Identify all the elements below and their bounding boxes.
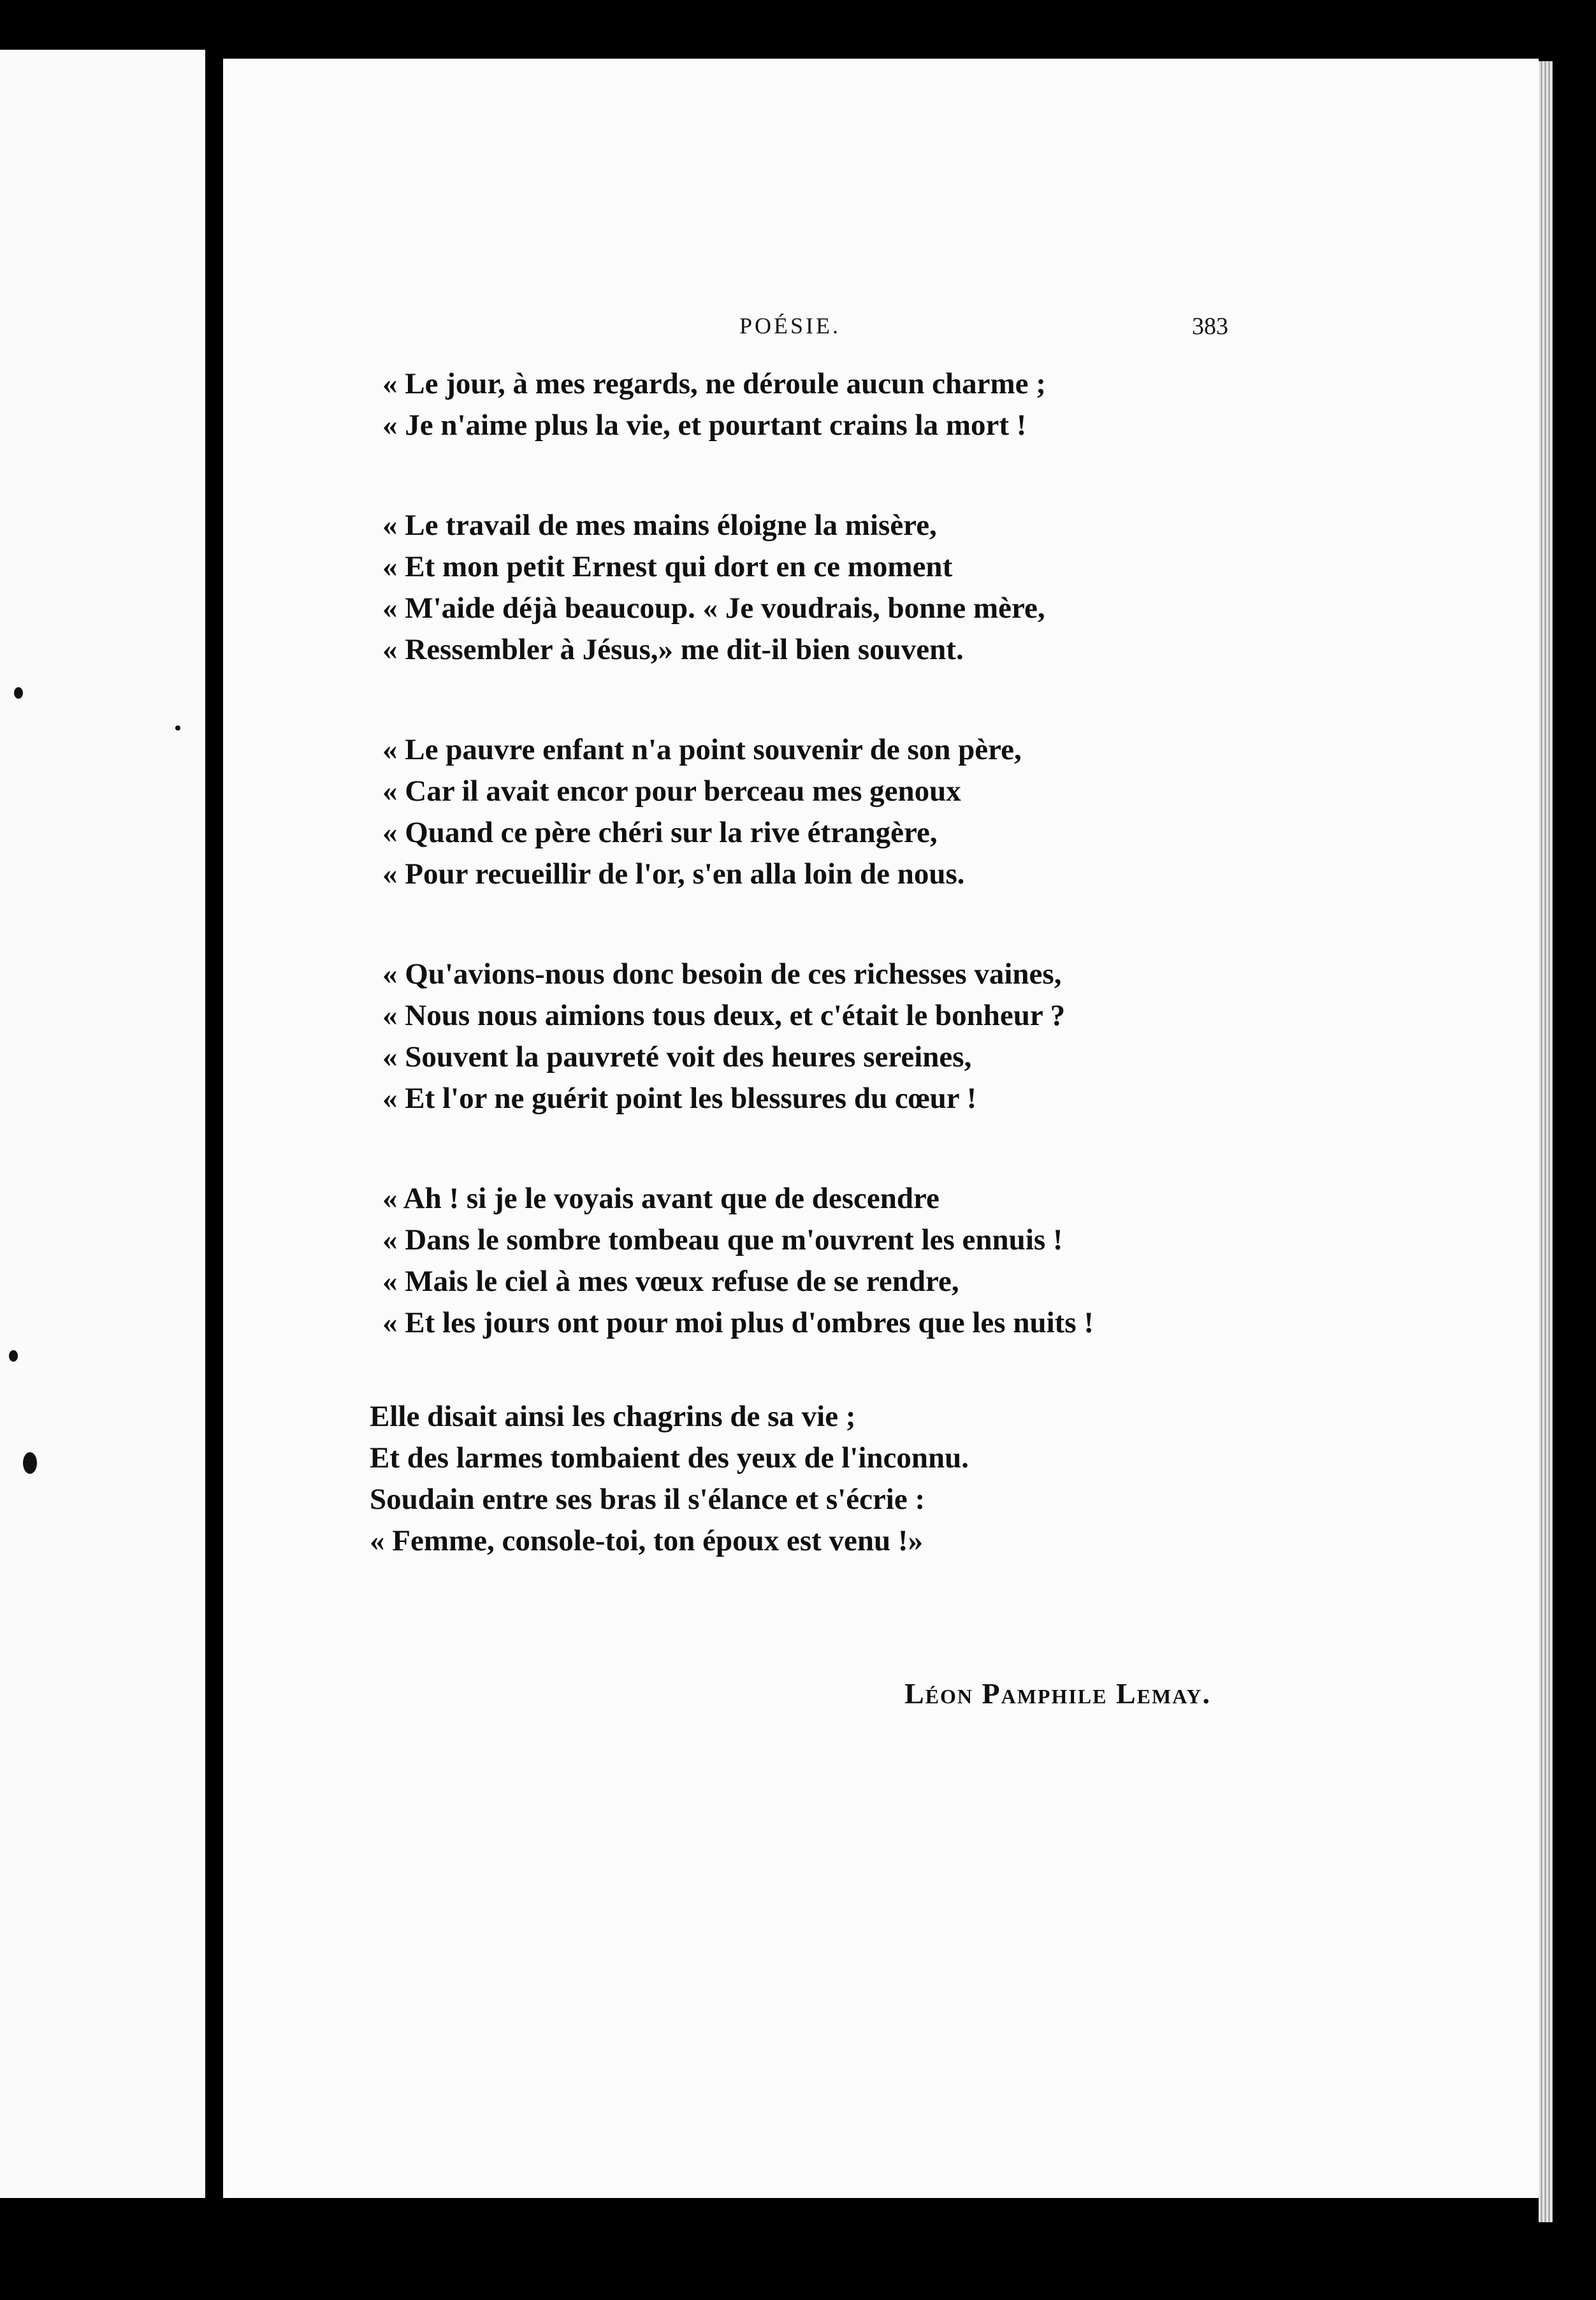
stanza-4 bbox=[382, 954, 1249, 1119]
verse-line: « Le travail de mes mains éloigne la misère, bbox=[382, 509, 937, 542]
ink-mark bbox=[14, 687, 23, 699]
running-head: POÉSIE. bbox=[739, 313, 841, 338]
verse-line: « Le jour, à mes regards, ne déroule aucun charme ; bbox=[382, 367, 1046, 400]
verse-line: « Pour recueillir de l'or, s'en alla loin de nous. bbox=[382, 857, 965, 891]
verse-line: « Nous nous aimions tous deux, et c'était le bonheur ? bbox=[382, 999, 1066, 1032]
book-gutter bbox=[205, 0, 223, 2300]
verse-line: Elle disait ainsi les chagrins de sa vie ; bbox=[370, 1400, 856, 1433]
verse-line: « Qu'avions-nous donc besoin de ces richesses vaines, bbox=[382, 957, 1062, 991]
verse-line: Soudain entre ses bras il s'élance et s'écrie : bbox=[370, 1483, 925, 1516]
ink-mark bbox=[9, 1350, 18, 1362]
poem bbox=[370, 363, 1249, 1620]
verse-line: « Ressembler à Jésus,» me dit-il bien souvent. bbox=[382, 633, 964, 666]
verse-line: « Et mon petit Ernest qui dort en ce moment bbox=[382, 550, 953, 583]
page-edge bbox=[1539, 61, 1553, 2222]
verse-line: « Femme, console-toi, ton époux est venu !» bbox=[370, 1524, 924, 1557]
verse-line: Et des larmes tombaient des yeux de l'inconnu. bbox=[370, 1441, 969, 1474]
verse-line: « Et l'or ne guérit point les blessures du cœur ! bbox=[382, 1082, 977, 1115]
stanza-3 bbox=[382, 729, 1249, 895]
verse-line: « Ah ! si je le voyais avant que de descendre bbox=[382, 1182, 939, 1215]
verse-line: « Le pauvre enfant n'a point souvenir de son père, bbox=[382, 733, 1022, 766]
stanza-6 bbox=[370, 1396, 1249, 1562]
page-number: 383 bbox=[1192, 313, 1228, 340]
verse-line: « Et les jours ont pour moi plus d'ombres que les nuits ! bbox=[382, 1306, 1094, 1339]
stanza-5 bbox=[382, 1178, 1249, 1344]
stanza-2 bbox=[382, 505, 1249, 671]
ink-mark bbox=[23, 1452, 37, 1474]
verse-line: « Quand ce père chéri sur la rive étrangère, bbox=[382, 816, 938, 849]
verse-line: « M'aide déjà beaucoup. « Je voudrais, bonne mère, bbox=[382, 592, 1045, 625]
author-signature: Léon Pamphile Lemay. bbox=[904, 1677, 1211, 1710]
verse-line: « Mais le ciel à mes vœux refuse de se rendre, bbox=[382, 1265, 959, 1298]
stanza-1 bbox=[382, 363, 1249, 446]
verse-line: « Je n'aime plus la vie, et pourtant crains la mort ! bbox=[382, 409, 1027, 442]
verse-line: « Dans le sombre tombeau que m'ouvrent les ennuis ! bbox=[382, 1223, 1063, 1256]
left-page-fragment bbox=[0, 50, 205, 2198]
verse-line: « Car il avait encor pour berceau mes genoux bbox=[382, 775, 961, 808]
verse-line: « Souvent la pauvreté voit des heures sereines, bbox=[382, 1040, 972, 1074]
ink-mark bbox=[175, 725, 180, 731]
